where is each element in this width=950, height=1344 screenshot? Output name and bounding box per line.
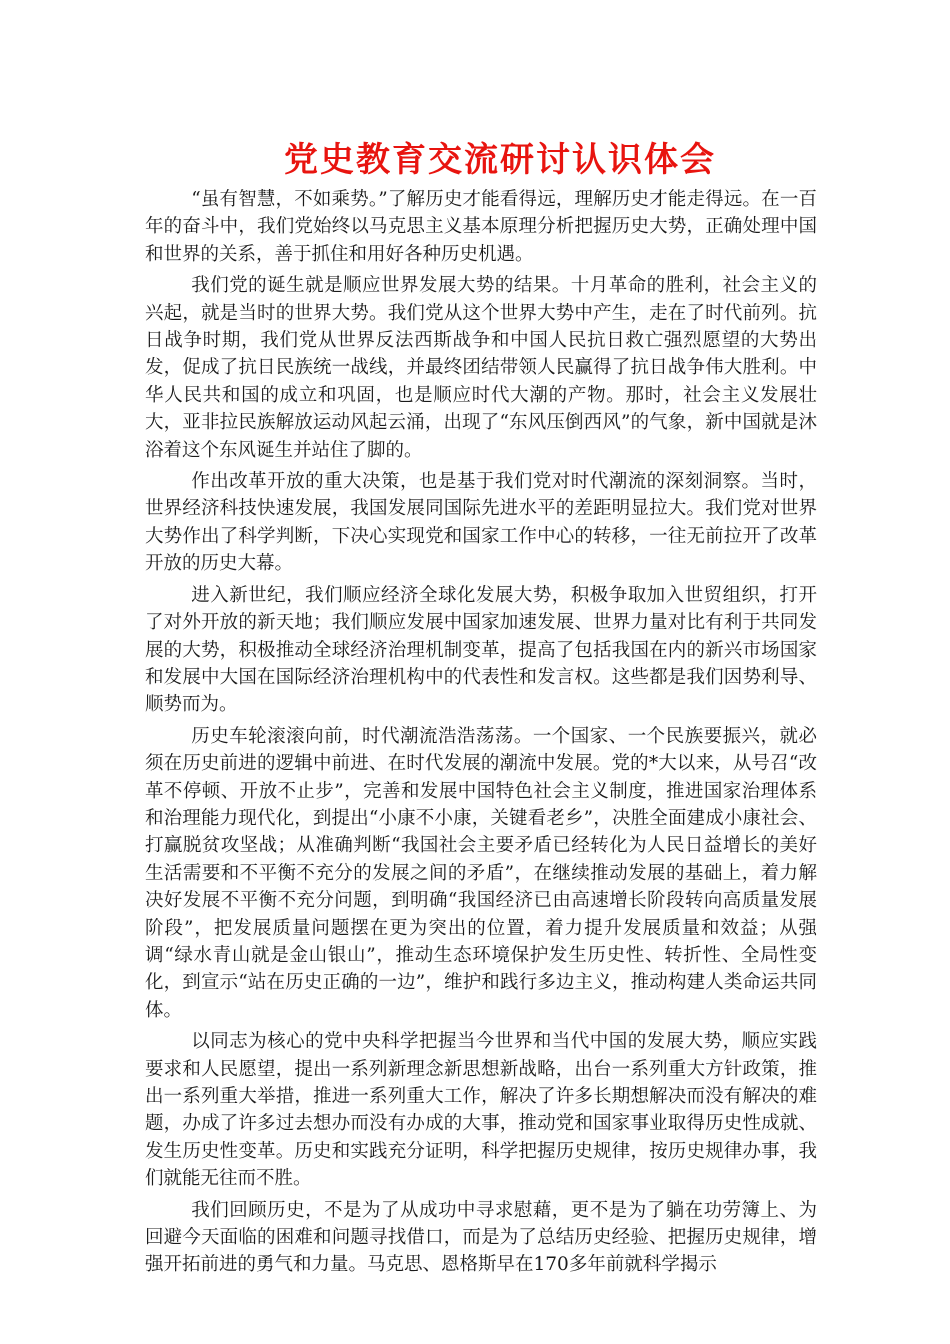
paragraph-3: 作出改革开放的重大决策，也是基于我们党对时代潮流的深刻洞察。当时，世界经济科技快速发展，我国发展同国际先进水平的差距明显拉大。我们党对世界大势作出了科学判断，下决心实现党和国家工作中心的转移，一往无前拉开了改革开放的历史大幕。 [145, 471, 817, 575]
paragraph-1: “虽有智慧，不如乘势。”了解历史才能看得远，理解历史才能走得远。在一百年的奋斗中，我们党始终以马克思主义基本原理分析把握历史大势，正确处理中国和世界的关系，善于抓住和用好各种历史机遇。 [145, 189, 817, 265]
paragraph-5: 历史车轮滚滚向前，时代潮流浩浩荡荡。一个国家、一个民族要振兴，就必须在历史前进的逻辑中前进、在时代发展的潮流中发展。党的*大以来，从号召“改革不停顿、开放不止步”，完善和发展中国特色社会主义制度，推进国家治理体系和治理能力现代化，到提出“小康不小康，关键看老乡”，决胜全面建成小康社会、打赢脱贫攻坚战；从准确判断“我国社会主要矛盾已经转化为人民日益增长的美好生活需要和不平衡不充分的发展之间的矛盾”，在继续推动发展的基础上，着力解决好发展不平衡不充分问题，到明确“我国经济已由高速增长阶段转向高质量发展阶段”，把发展质量问题摆在更为突出的位置，着力提升发展质量和效益；从强调“绿水青山就是金山银山”，推动生态环境保护发生历史性、转折性、全局性变化，到宣示“站在历史正确的一边”，维护和践行多边主义，推动构建人类命运共同体。 [145, 725, 817, 1021]
paragraph-6: 以同志为核心的党中央科学把握当今世界和当代中国的发展大势，顺应实践要求和人民愿望，提出一系列新理念新思想新战略，出台一系列重大方针政策，推出一系列重大举措，推进一系列重大工作，解决了许多长期想解决而没有解决的难题，办成了许多过去想办而没有办成的大事，推动党和国家事业取得历史性成就、发生历史性变革。历史和实践充分证明，科学把握历史规律，按历史规律办事，我们就能无往而不胜。 [145, 1031, 817, 1190]
document-title: 党史教育交流研讨认识体会 [284, 140, 716, 180]
paragraph-4: 进入新世纪，我们顺应经济全球化发展大势，积极争取加入世贸组织，打开了对外开放的新天地；我们顺应发展中国家加速发展、世界力量对比有利于共同发展的大势，积极推动全球经济治理机制变革，提高了包括我国在内的新兴市场国家和发展中大国在国际经济治理机构中的代表性和发言权。这些都是我们因势利导、顺势而为。 [145, 584, 817, 716]
document-body [145, 186, 817, 1283]
paragraph-2: 我们党的诞生就是顺应世界发展大势的结果。十月革命的胜利，社会主义的兴起，就是当时的世界大势。我们党从这个世界大势中产生，走在了时代前列。抗日战争时期，我们党从世界反法西斯战争和中国人民抗日救亡强烈愿望的大势出发，促成了抗日民族统一战线，并最终团结带领人民赢得了抗日战争伟大胜利。中华人民共和国的成立和巩固，也是顺应时代大潮的产物。那时，社会主义发展壮大，亚非拉民族解放运动风起云涌，出现了“东风压倒西风”的气象，新中国就是沐浴着这个东风诞生并站住了脚的。 [145, 275, 817, 461]
paragraph-7: 我们回顾历史，不是为了从成功中寻求慰藉，更不是为了躺在功劳簿上、为回避今天面临的困难和问题寻找借口，而是为了总结历史经验、把握历史规律，增强开拓前进的勇气和力量。马克思、恩格斯早在170多年前就科学揭示 [145, 1199, 817, 1276]
